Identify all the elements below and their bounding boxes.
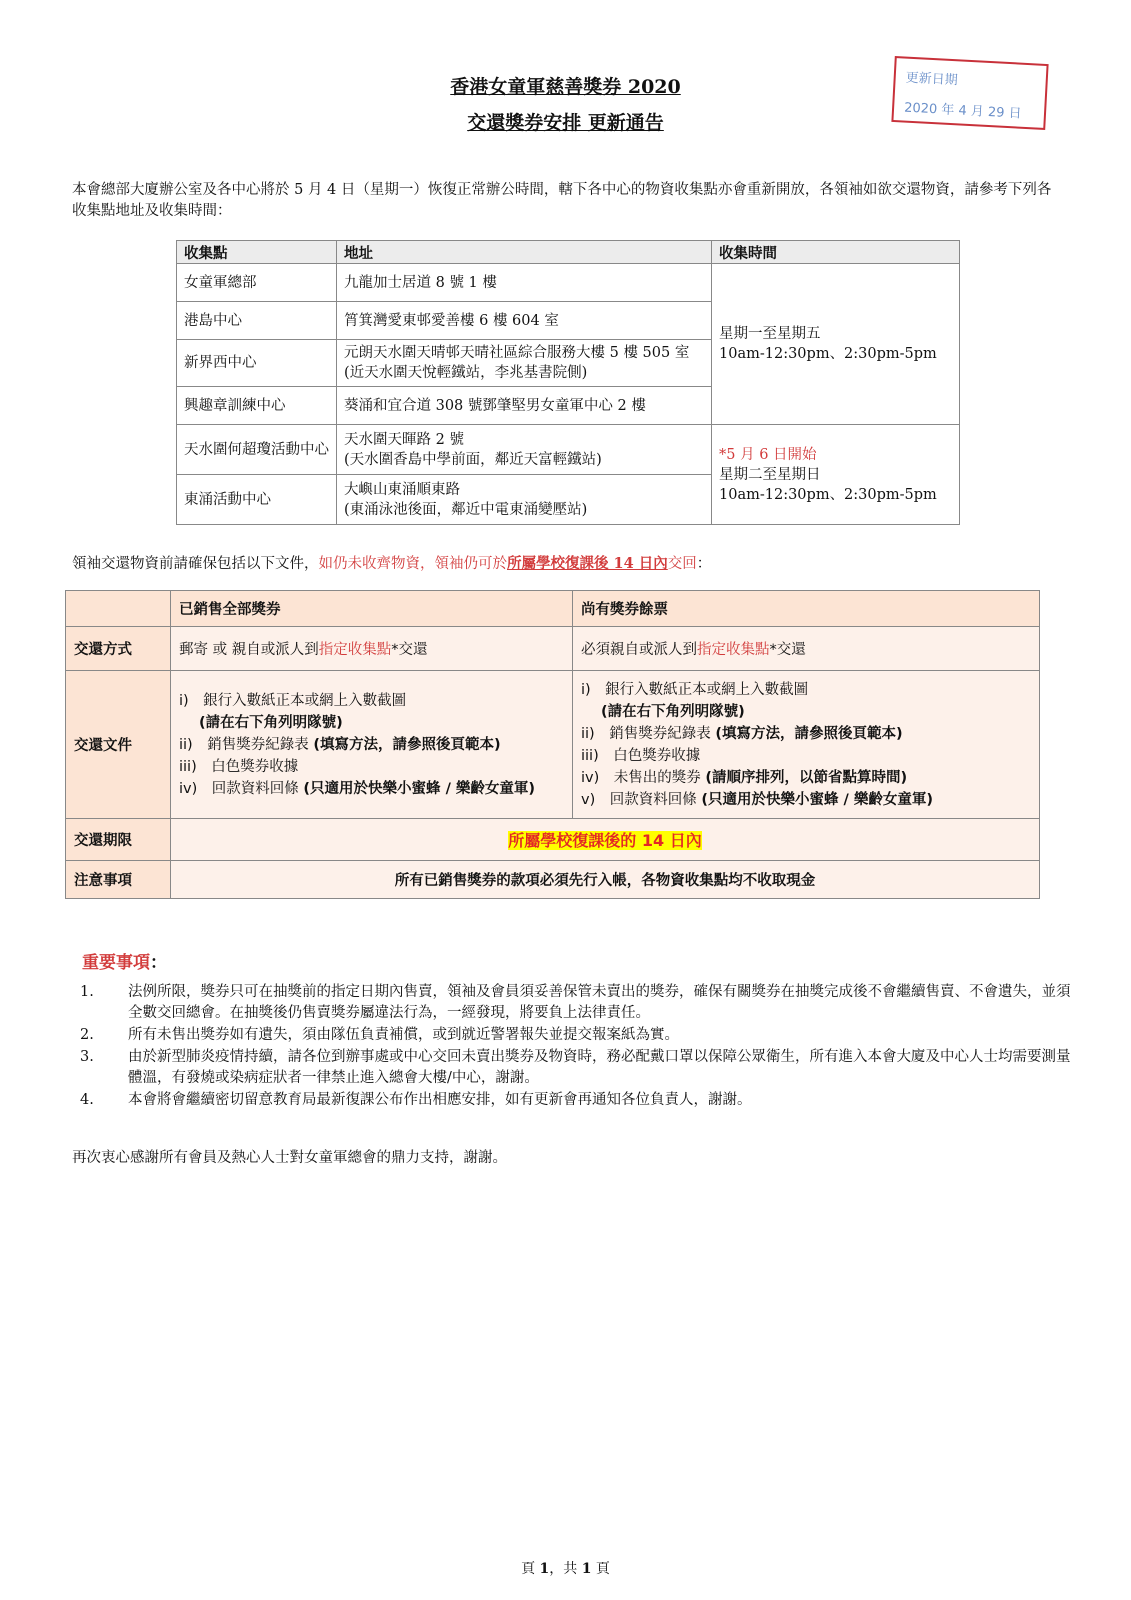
doc-item-note: (請在右下角列明隊號) — [199, 714, 343, 731]
method-all-sold — [171, 627, 573, 671]
table-header-row — [177, 241, 960, 264]
item-text: 由於新型肺炎疫情持續，請各位到辦事處或中心交回未賣出獎券及物資時，務必配戴口罩以保障公眾衛生，所有進入本會大廈及中心人士均需要測量體溫，有發燒或染病症狀者一律禁止進入總會大樓/中心，謝謝。 — [128, 1049, 1071, 1086]
table-header-row — [66, 591, 1040, 627]
doc-item — [179, 734, 564, 756]
time-hours: 10am-12:30pm、2:30pm-5pm — [719, 346, 937, 362]
method-remaining — [573, 627, 1040, 671]
address-note: (近天水圍天悅輕鐵站，李兆基書院側) — [344, 365, 588, 381]
deadline-cell — [171, 819, 1040, 861]
collection-point: 港島中心 — [177, 302, 337, 340]
footer-page-total: 1 — [581, 1561, 592, 1577]
doc-item-note: (請在右下角列明隊號) — [601, 703, 745, 720]
page-footer — [0, 1558, 1131, 1578]
docs-all-sold — [171, 671, 573, 819]
doc-item: iii) 白色獎券收據 — [581, 747, 701, 764]
doc-item-note: (只適用於快樂小蜜蜂 / 樂齡女童軍) — [701, 791, 934, 808]
doc-item — [581, 723, 1031, 745]
collection-address — [337, 475, 712, 525]
doc-item — [179, 778, 564, 800]
footer-prefix: 頁 — [521, 1561, 540, 1577]
doc-item-text: ii) 銷售獎券紀錄表 — [179, 736, 314, 753]
table-row — [66, 627, 1040, 671]
row-label-method: 交還方式 — [66, 627, 171, 671]
doc-item-note: (填寫方法，請參照後頁範本) — [313, 736, 501, 753]
stamp-date: 2020 年 4 月 29 日 — [903, 100, 1022, 122]
time-days: 星期一至星期五 — [719, 326, 821, 342]
collection-address — [337, 264, 712, 302]
update-date-stamp — [891, 56, 1048, 130]
time-hours: 10am-12:30pm、2:30pm-5pm — [719, 486, 937, 503]
empty-corner-cell — [66, 591, 171, 627]
list-item — [80, 1025, 1075, 1046]
col-header-remaining: 尚有獎券餘票 — [573, 591, 1040, 627]
return-note-part4: 交回 — [667, 556, 697, 572]
important-heading — [82, 948, 167, 973]
address-line: 筲箕灣愛東邨愛善樓 6 樓 604 室 — [344, 312, 559, 329]
collection-point: 興趣章訓練中心 — [177, 387, 337, 425]
address-line: 葵涌和宜合道 308 號鄧肇堅男女童軍中心 2 樓 — [344, 397, 646, 414]
notice-cell: 所有已銷售獎券的款項必須先行入帳，各物資收集點均不收取現金 — [171, 861, 1040, 899]
time-days: 星期二至星期日 — [719, 466, 821, 483]
method-point: 指定收集點 — [318, 642, 392, 658]
col-header-point: 收集點 — [177, 241, 337, 264]
return-note-deadline: 所屬學校復課後 14 日內 — [507, 555, 668, 572]
method-text: 必須親自或派人到 — [581, 642, 697, 658]
doc-item-text: v) 回款資料回條 — [581, 791, 702, 808]
item-text: 本會將會繼續密切留意教育局最新復課公布作出相應安排，如有更新會再通知各位負責人，謝謝。 — [128, 1092, 752, 1108]
address-line: 元朗天水圍天晴邨天晴社區綜合服務大樓 5 樓 505 室 — [344, 345, 690, 361]
collection-points-table — [176, 240, 960, 525]
list-item — [80, 1047, 1075, 1089]
start-date-note: *5 月 6 日開始 — [719, 446, 817, 463]
doc-item-note: (填寫方法，請參照後頁範本) — [715, 725, 903, 742]
doc-item: iii) 白色獎券收據 — [179, 758, 299, 775]
method-text: 郵寄 或 親自或派人到 — [179, 642, 319, 658]
list-item — [80, 982, 1075, 1024]
collection-time-group1 — [712, 264, 960, 425]
row-label-notice: 注意事項 — [66, 861, 171, 899]
doc-item-note: (請順序排列，以節省點算時間) — [705, 769, 908, 786]
item-number: 1. — [80, 984, 94, 1000]
footer-page-number: 1 — [539, 1561, 550, 1577]
address-note: (天水圍香島中學前面，鄰近天富輕鐵站) — [344, 451, 602, 468]
stamp-label: 更新日期 — [905, 70, 959, 89]
table-row — [66, 671, 1040, 819]
thanks-paragraph: 再次衷心感謝所有會員及熱心人士對女童軍總會的鼎力支持，謝謝。 — [72, 1150, 507, 1166]
doc-item-note: (只適用於快樂小蜜蜂 / 樂齡女童軍) — [303, 780, 536, 797]
footer-suffix: 頁 — [591, 1561, 610, 1577]
doc-item — [581, 767, 1031, 789]
docs-remaining — [573, 671, 1040, 819]
collection-point: 新界西中心 — [177, 340, 337, 387]
item-number: 3. — [80, 1049, 94, 1065]
doc-item-text: iv) 回款資料回條 — [179, 780, 304, 797]
col-header-all-sold: 已銷售全部獎券 — [171, 591, 573, 627]
row-label-deadline: 交還期限 — [66, 819, 171, 861]
collection-address — [337, 340, 712, 387]
return-documents-table — [65, 590, 1040, 899]
title-line2: 交還獎券安排 更新通告 — [467, 112, 664, 134]
doc-item: i) 銀行入數紙正本或網上入數截圖 — [179, 692, 407, 709]
doc-item-text: ii) 銷售獎券紀錄表 — [581, 725, 716, 742]
footer-mid: ，共 — [549, 1561, 582, 1577]
collection-time-group2 — [712, 425, 960, 525]
important-heading-colon: ： — [150, 953, 167, 973]
address-line: 天水圍天暉路 2 號 — [344, 431, 464, 448]
important-list — [80, 982, 1075, 1112]
doc-item: i) 銀行入數紙正本或網上入數截圖 — [581, 681, 809, 698]
method-suffix: *交還 — [391, 642, 428, 658]
return-note-part2: 如仍未收齊物資，領袖仍可於 — [318, 556, 507, 572]
collection-point: 東涌活動中心 — [177, 475, 337, 525]
list-item — [80, 1090, 1075, 1111]
table-row — [66, 819, 1040, 861]
deadline-text: 所屬學校復課後的 14 日內 — [508, 831, 702, 850]
item-number: 4. — [80, 1092, 94, 1108]
title-line1: 香港女童軍慈善獎券 2020 — [450, 76, 681, 98]
col-header-time: 收集時間 — [712, 241, 960, 264]
item-text: 法例所限，獎券只可在抽獎前的指定日期內售賣，領袖及會員須妥善保管未賣出的獎券，確保有關獎券在抽獎完成後不會繼續售賣、不會遺失，並須全數交回總會。在抽獎後仍售賣獎券屬違法行為，一經發現，將要負上法律責任。 — [128, 984, 1071, 1021]
important-heading-text: 重要事項 — [82, 953, 150, 973]
doc-item — [581, 789, 1031, 811]
col-header-address: 地址 — [337, 241, 712, 264]
collection-address — [337, 387, 712, 425]
return-note-part1: 領袖交還物資前請確保包括以下文件， — [72, 556, 319, 572]
method-point: 指定收集點 — [697, 642, 770, 658]
item-number: 2. — [80, 1027, 94, 1043]
address-note: (東涌泳池後面，鄰近中電東涌變壓站) — [344, 501, 588, 518]
doc-item-text: iv) 未售出的獎券 — [581, 769, 706, 786]
collection-address — [337, 302, 712, 340]
row-label-docs: 交還文件 — [66, 671, 171, 819]
address-line: 九龍加士居道 8 號 1 樓 — [344, 274, 497, 291]
table-row — [177, 264, 960, 302]
return-note — [72, 552, 711, 573]
intro-paragraph: 本會總部大廈辦公室及各中心將於 5 月 4 日（星期一）恢復正常辦公時間，轄下各中心的物資收集點亦會重新開放，各領袖如欲交還物資，請參考下列各收集點地址及收集時間： — [72, 182, 1052, 219]
table-row — [66, 861, 1040, 899]
address-line: 大嶼山東涌順東路 — [344, 481, 460, 498]
return-note-colon: ： — [696, 556, 712, 572]
collection-address — [337, 425, 712, 475]
item-text: 所有未售出獎券如有遺失，須由隊伍負責補償，或到就近警署報失並提交報案紙為實。 — [128, 1027, 679, 1043]
collection-point: 天水圍何超瓊活動中心 — [177, 425, 337, 475]
table-row — [177, 425, 960, 475]
collection-point: 女童軍總部 — [177, 264, 337, 302]
method-suffix: *交還 — [769, 642, 806, 658]
